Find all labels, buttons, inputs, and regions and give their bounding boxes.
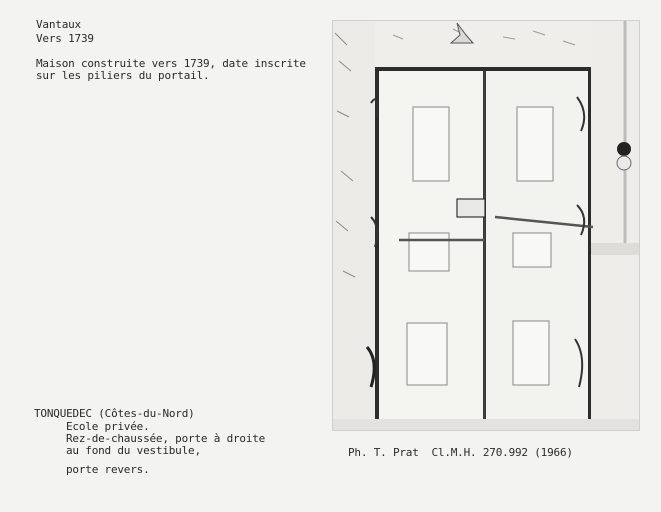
detail-line-2: au fond du vestibule, — [66, 444, 201, 457]
view-label: porte revers. — [66, 463, 150, 476]
detail-line-1: Rez-de-chaussée, porte à droite — [66, 432, 266, 445]
card-title: Vantaux — [36, 18, 81, 31]
door-photograph — [332, 20, 640, 431]
building-label: Ecole privée. — [66, 420, 150, 433]
location-label: TONQUEDEC (Côtes-du-Nord) — [34, 407, 195, 420]
card-date: Vers 1739 — [36, 32, 94, 45]
description-line-2: sur les piliers du portail. — [36, 69, 210, 82]
photo-credit: Ph. T. Prat Cl.M.H. 270.992 (1966) — [348, 446, 573, 459]
description-line-1: Maison construite vers 1739, date inscrite — [36, 57, 306, 70]
